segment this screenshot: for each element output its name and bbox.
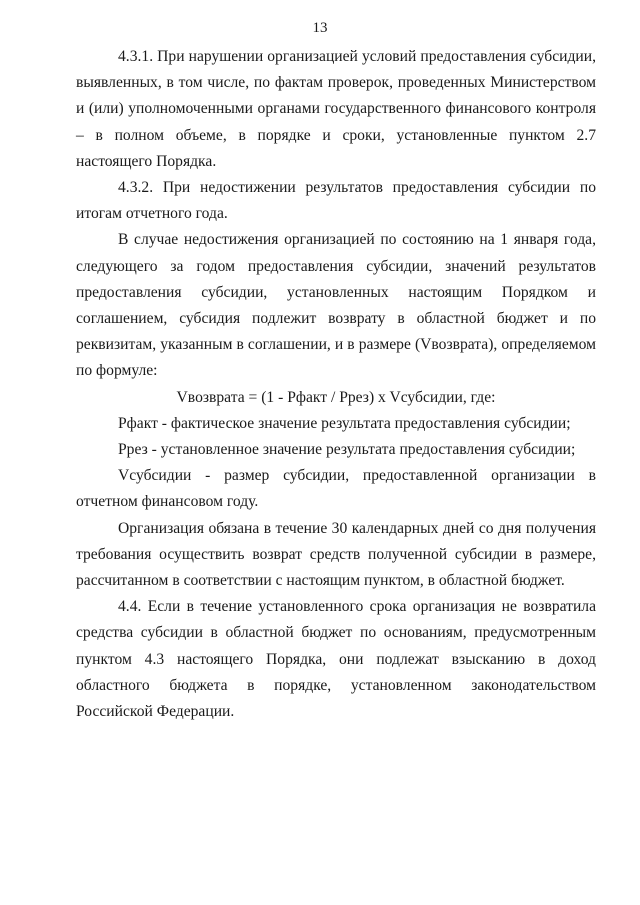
paragraph-refund-condition: В случае недостижения организацией по состоянию на 1 января года, следующего за годом предоставления субсидии, значений результатов предоставления субсидии, установленных настоящим Порядком и соглашением, субсидия подлежит возврату в областной бюджет и по реквизитам, указанным в соглашении, и в размере (Vвозврата), определяемом по формуле: [76,231,596,380]
paragraph-4-4: 4.4. Если в течение установленного срока организация не возвратила средства субсидии в областной бюджет по основаниям, предусмотренным пунктом 4.3 настоящего Порядка, они подлежат взысканию в доход областного бюджета в порядке, установленном законодательством Российской Федерации. [76,598,596,721]
definition-rfact: Рфакт - фактическое значение результата предоставления субсидии; [118,414,571,432]
paragraph-4-3-1: 4.3.1. При нарушении организацией условий предоставления субсидии, выявленных, в том числе, по фактам проверок, проведенных Министерством и (или) уполномоченными органами государственного финансового контроля – в полном объеме, в порядке и сроки, установленные пунктом 2.7 настоящего Порядка. [76,48,596,170]
page-number: 13 [312,20,328,36]
paragraph-4-3-2: 4.3.2. При недостижении результатов предоставления субсидии по итогам отчетного года. [76,179,596,223]
document-body [76,44,596,725]
definition-rrez: Ррез - установленное значение результата предоставления субсидии; [118,441,576,459]
definition-vsubsidy: Vсубсидии - размер субсидии, предоставленной организации в отчетном финансовом году. [76,467,596,511]
refund-formula: Vвозврата = (1 - Рфакт / Ррез) x Vсубсидии, где: [176,388,496,406]
paragraph-refund-obligation: Организация обязана в течение 30 календарных дней со дня получения требования осуществить возврат средств полученной субсидии в размере, рассчитанном в соответствии с настоящим пунктом, в областной бюджет. [76,519,596,590]
